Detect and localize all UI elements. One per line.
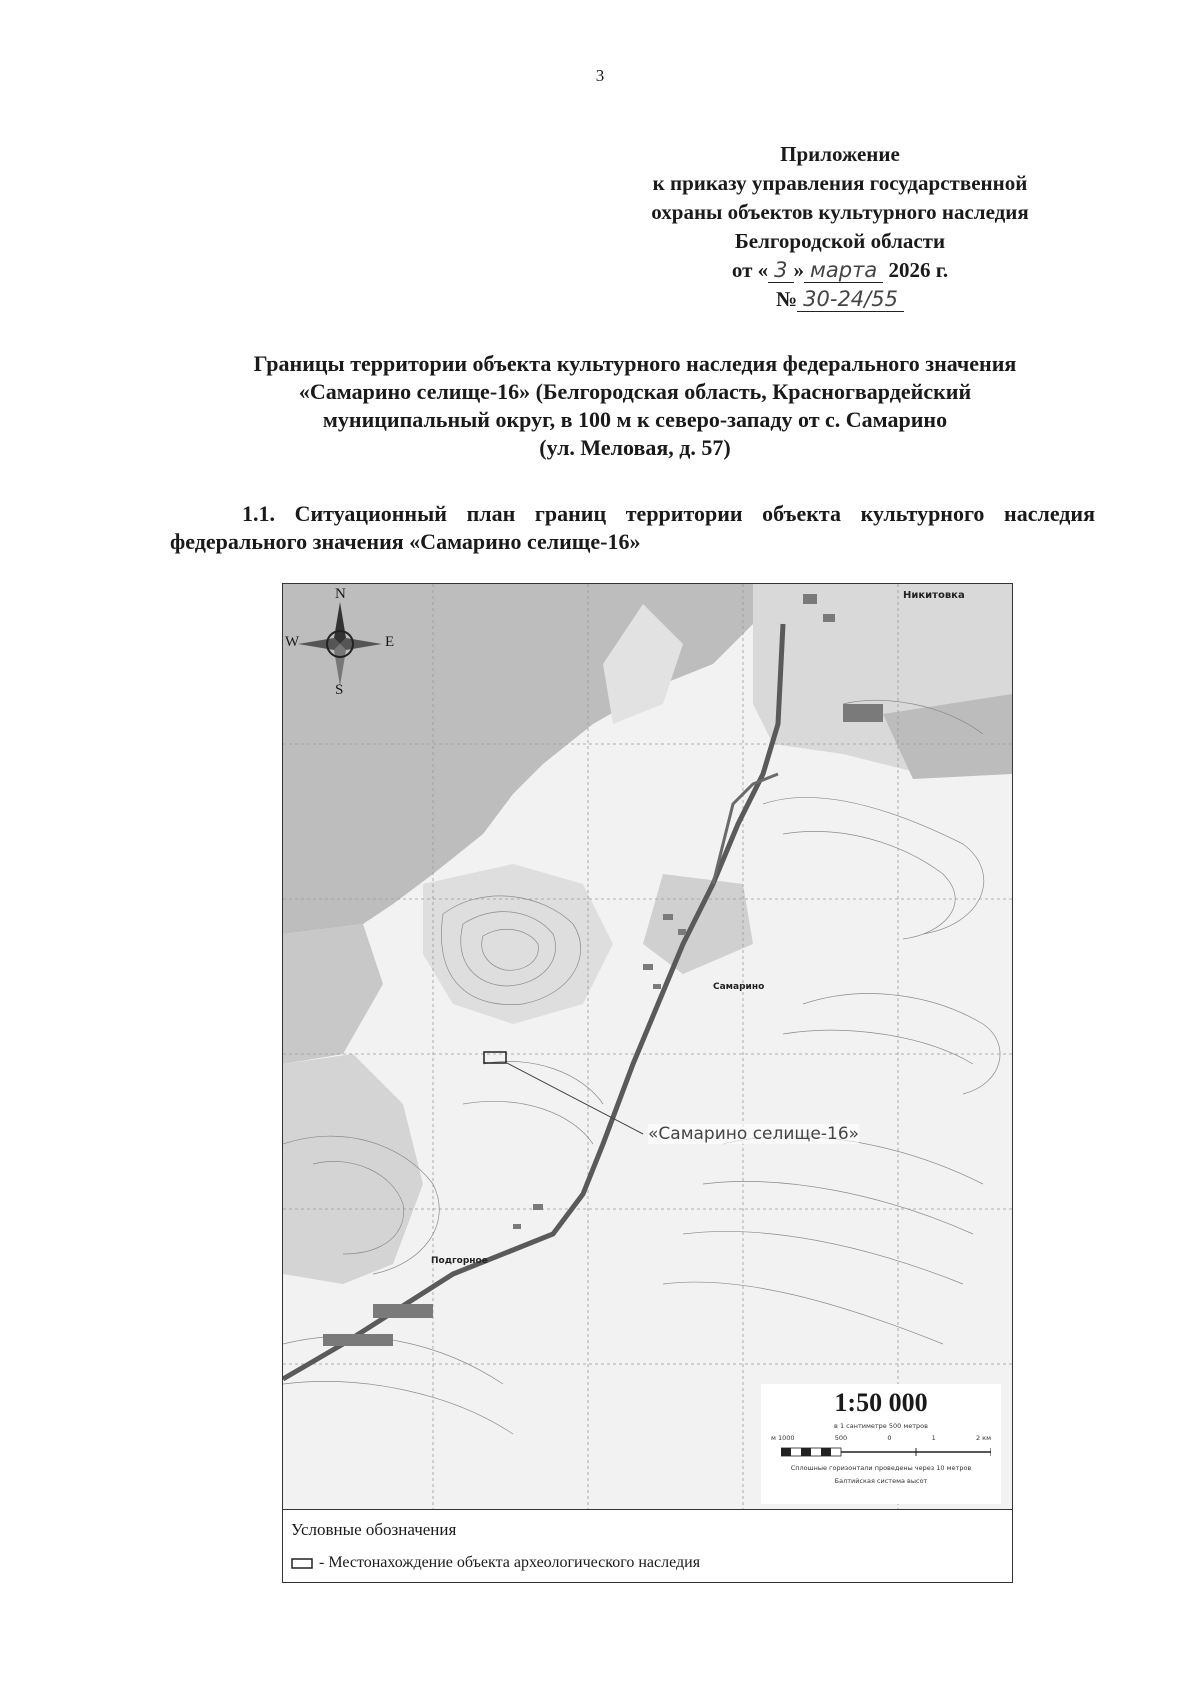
map-canvas xyxy=(283,584,1012,1509)
legend-title: Условные обозначения xyxy=(291,1520,457,1539)
title-line-3: муниципальный округ, в 100 м к северо-западу от с. Самарино xyxy=(322,407,948,432)
place-podgornoe: Подгорное xyxy=(431,1256,488,1266)
scale-heights: Балтийская система высот xyxy=(834,1477,928,1485)
compass-w: W xyxy=(285,634,300,650)
scale-ratio: 1:50 000 xyxy=(834,1388,928,1417)
appendix-header xyxy=(560,140,1120,314)
scale-tick-500: 500 xyxy=(834,1434,848,1442)
appendix-line-2: к приказу управления государственной xyxy=(652,171,1028,195)
scale-tick-2km: 2 км xyxy=(975,1434,991,1442)
appendix-line-1: Приложение xyxy=(780,142,900,166)
date-mid: » xyxy=(793,258,805,282)
appendix-number xyxy=(560,285,1120,314)
scale-tick-1000: м 1000 xyxy=(771,1434,795,1442)
legend-item xyxy=(291,1554,700,1572)
section-heading: 1.1. Ситуационный план границ территории объекта культурного наследия федерального значения «Самарино селище-16» xyxy=(170,501,1095,554)
compass-s: S xyxy=(335,682,344,698)
legend-symbol-icon xyxy=(291,1558,313,1569)
compass-e: E xyxy=(385,634,395,650)
number-value: 30-24/55 xyxy=(797,287,904,312)
document-title xyxy=(170,350,1100,462)
scale-tick-0: 0 xyxy=(887,1434,892,1442)
title-line-2: «Самарино селище-16» (Белгородская область, Красногвардейский xyxy=(298,379,972,404)
scale-box xyxy=(761,1384,1001,1504)
number-prefix: № xyxy=(776,287,798,311)
page-number: 3 xyxy=(595,66,605,85)
scale-note: в 1 сантиметре 500 метров xyxy=(834,1422,928,1430)
appendix-date xyxy=(560,256,1120,285)
scale-tick-1: 1 xyxy=(931,1434,936,1442)
title-line-1: Границы территории объекта культурного наследия федерального значения xyxy=(253,351,1017,376)
appendix-line-4: Белгородской области xyxy=(734,229,946,253)
date-day: 3 xyxy=(768,258,793,283)
date-prefix: от « xyxy=(731,258,769,282)
date-month: марта xyxy=(804,258,883,283)
map-legend xyxy=(283,1509,1012,1583)
object-label: «Самарино селище-16» xyxy=(648,1124,860,1144)
place-nikitovka: Никитовка xyxy=(903,590,965,601)
scale-ticks xyxy=(771,1434,991,1442)
compass-n: N xyxy=(335,586,346,602)
place-samarino: Самарино xyxy=(713,982,765,992)
legend-item-text: - Местонахождение объекта археологического наследия xyxy=(319,1554,701,1571)
situation-map xyxy=(282,583,1013,1583)
scale-contours: Сплошные горизонтали проведены через 10 метров xyxy=(790,1464,972,1472)
title-line-4: (ул. Меловая, д. 57) xyxy=(539,435,731,460)
scale-bar xyxy=(781,1446,991,1458)
date-year: 2026 г. xyxy=(888,258,949,282)
appendix-line-3: охраны объектов культурного наследия xyxy=(651,200,1029,224)
